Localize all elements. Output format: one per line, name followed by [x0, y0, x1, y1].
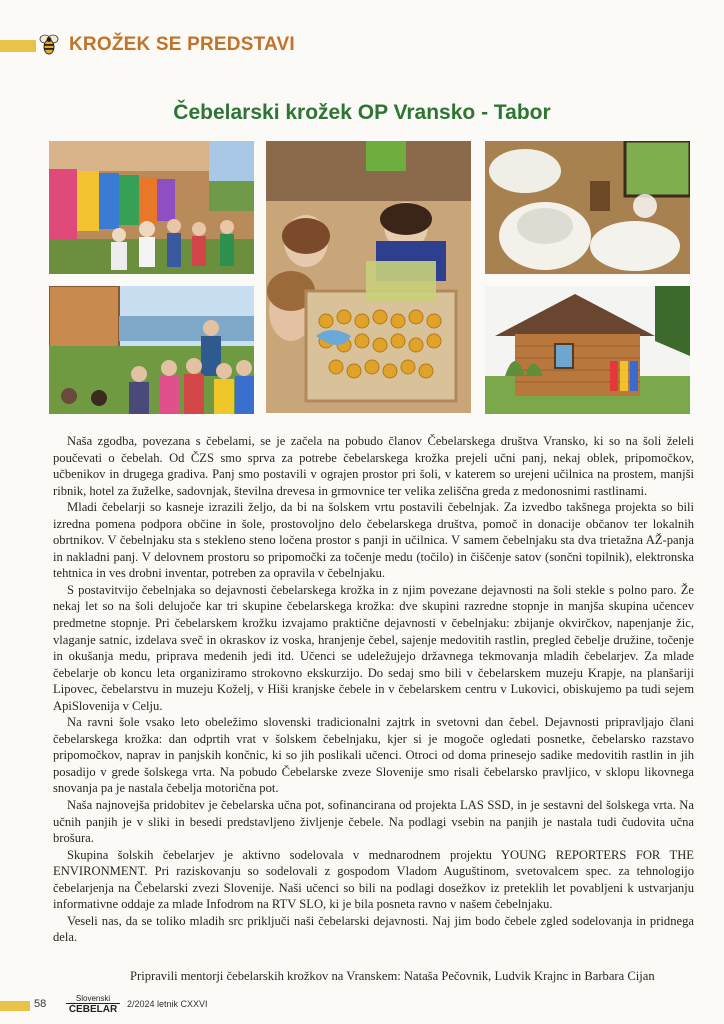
- paragraph-5: Naša najnovejša pridobitev je čebelarska učna pot, sofinancirana od projekta LAS SSD, in je sestavni del šolskega vrta. Na učnih panjih je v sliki in besedi predstavljeno življenje čebele. Na podlagi vsebin na panjih je nastala tudi čudovita učna brošura.: [53, 798, 694, 846]
- photo-outdoor-group: [49, 286, 254, 414]
- article-title: Čebelarski krožek OP Vransko - Tabor: [173, 101, 551, 124]
- photo-beekeeper-veils: [485, 141, 690, 274]
- footer-accent-stripe: [0, 1001, 30, 1011]
- paragraph-1: Naša zgodba, povezana s čebelami, se je začela na pobudo članov Čebelarskega društva Vransko, ki so na šoli želeli poučevati o čebelah. Od ČZS smo sprva za potrebe čebelarskega krožka prejeli učni panj, nekaj oblek, pripomočkov, učbenikov in drugega gradiva. Panj smo postavili v ograjen prostor pri šoli, v katerem so urejeni učilnica na prostem, manjši ribnik, hotel za žuželke, sadovnjak, številna drevesa in grmovnice ter velika zeliščna greda z medonosnimi rastlinami.: [53, 434, 694, 498]
- page-number: 58: [34, 998, 47, 1010]
- photo-painted-hives: [49, 141, 254, 274]
- paragraph-2: Mladi čebelarji so kasneje izrazili željo, da bi na šolskem vrtu postavili čebelnjak. Za izvedbo takšnega projekta so bili izredna pomena podpora občine in šole, prostovoljno delo čebelarskega društva, pomoč in donacije občanov ter lokalnih obrtnikov. V čebelnjaku sta s stekleno steno ločena prostor s panji in učilnica. V samem čebelnjaku sta dva trietažna AŽ-panja in nakladni panj. V delovnem prostoru so pripomočki za točenje medu (točilo) in čiščenje satov (sončni topilnik), elektronska tehtnica in ves drobni inventar, potreben za opravila v čebelnjaku.: [53, 500, 694, 581]
- header-accent-stripe: [0, 40, 36, 52]
- paragraph-3: S postavitvijo čebelnjaka so dejavnosti čebelarskega krožka in z njim povezane dejavnosti na šoli stekle s polno paro. Že nekaj let so na šoli delujoče kar tri skupine čebelarskega krožka: dve skupini razredne stopnje in manjša skupina učencev predmetne stopnje. Pri čebelarskem krožku izvajamo praktične dejavnosti v čebelnjaku: zbijanje okvirčkov, napenjanje žic, vlaganje satnic, izdelava sveč in okraskov iz voska, hranjenje čebel, sajenje medovitih rastlin, pregled čebelje družine, točenje in okušanja medu, priprava medenih jedi itd. Učenci se udeležujejo državnega tekmovanja mladih čebelarjev. Za mlade čebelarje ob koncu leta organiziramo strokovno ekskurzijo. Do sedaj smo bili v čebelarskem muzeju Krapje, na planšariji Lipovec, čebelarstvu in muzeju Koželj, v Hiši kranjske čebele in v čebelarskem centru v Lukovici, obiskujemo pa tudi sejem ApiSlovenija v Celju.: [53, 582, 694, 713]
- section-title: KROŽEK SE PREDSTAVI: [69, 34, 295, 55]
- logo-line-2: ČEBELAR: [66, 1003, 120, 1014]
- article-body: [53, 433, 694, 946]
- bee-icon: [36, 31, 62, 57]
- issue-info: 2/2024 letnik CXXVI: [127, 999, 208, 1009]
- photo-bee-house: [485, 286, 690, 414]
- paragraph-7: Veseli nas, da se toliko mladih src priključi naši čebelarski dejavnosti. Naj jim bodo čebele zgled sodelovanja in pridnega dela.: [53, 913, 694, 945]
- photo-honey-jars: [266, 141, 471, 413]
- magazine-logo: [66, 994, 120, 1014]
- logo-line-1: Slovenski: [75, 994, 111, 1003]
- paragraph-6: Skupina šolskih čebelarjev je aktivno sodelovala v mednarodnem projektu YOUNG REPORTERS FOR THE ENVIRONMENT. Pri raziskovanju so sodelovali z gospodom Vladom Auguštinom, svetovalcem spec. za tehnologijo čebelarjenja na Čebelarski zvezi Slovenije. Naši učenci so bili na podlagi dosežkov iz preteklih let povabljeni k ustvarjanju informativne oddaje za mlade Infodrom na RTV SLO, ki je bila posneta ravno v našem čebelnjaku.: [53, 847, 694, 912]
- article-credits: Pripravili mentorji čebelarskih krožkov na Vranskem: Nataša Pečovnik, Ludvik Krajnc in Barbara Cijan: [130, 969, 655, 983]
- paragraph-4: Na ravni šole vsako leto obeležimo slovenski tradicionalni zajtrk in svetovni dan čebel. Dejavnosti pripravljajo člani čebelarskega krožka: dan odprtih vrat v šolskem čebelnjaku, kjer si je mogoče ogledati posnetke, čebelarsko razstavo pripomočkov, naprav in panjskih končnic, ki so jih poslikali učenci. Otroci od doma prinesejo sadike medovitih rastlin in jih posadijo v grede šolskega vrta. Na pobudo Čebelarske zveze Slovenije smo risali čebelarsko pravljico, v sklopu likovnega snovanja pa je nastala čebelja motoričnа pot.: [53, 715, 694, 796]
